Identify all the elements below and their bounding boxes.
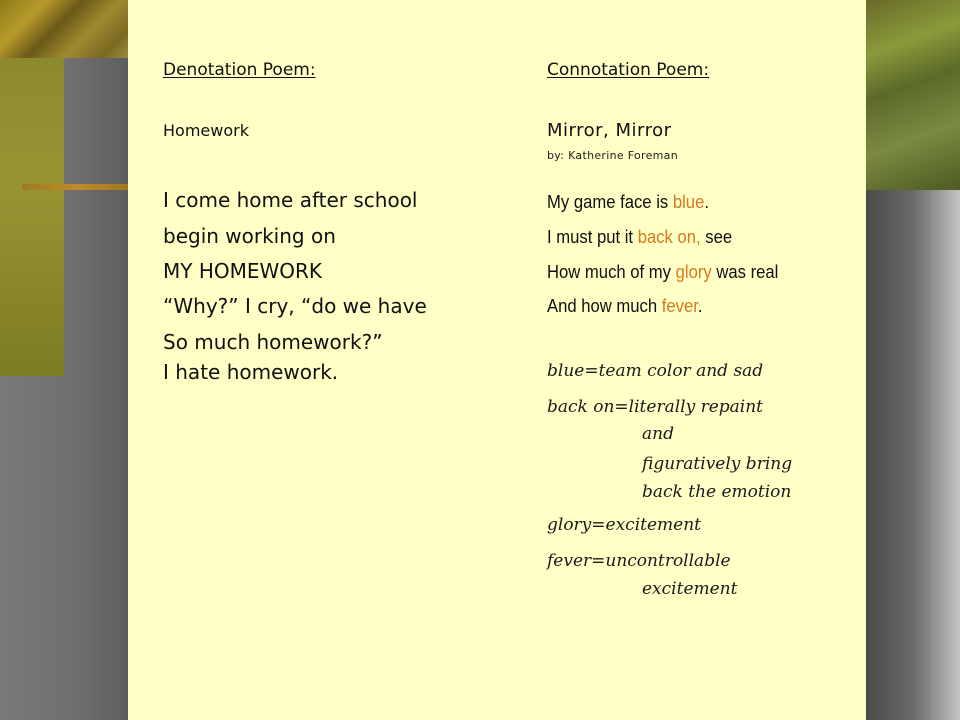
denotation-line: So much homework?” — [163, 330, 383, 354]
denotation-title: Homework — [163, 121, 249, 140]
connotation-line — [547, 226, 732, 248]
highlighted-word: fever — [661, 295, 698, 316]
definition-continuation: and — [642, 424, 674, 444]
line-text: . — [697, 295, 703, 316]
highlighted-word: blue — [672, 191, 705, 212]
denotation-heading: Denotation Poem: — [163, 60, 316, 80]
connotation-line — [547, 191, 709, 213]
background-photo-top-right — [866, 0, 960, 190]
line-text: My game face is — [547, 191, 673, 212]
definition-glory: glory=excitement — [547, 515, 701, 535]
background-photo-top-left — [0, 0, 128, 58]
line-text: was real — [711, 261, 779, 282]
line-text: And how much — [547, 295, 662, 316]
denotation-line: I hate homework. — [163, 360, 339, 384]
highlighted-word: glory — [675, 261, 712, 282]
connotation-byline: by: Katherine Foreman — [547, 149, 678, 162]
denotation-line: I come home after school — [163, 188, 418, 212]
definition-fever: fever=uncontrollable — [547, 551, 731, 571]
highlighted-word: back on, — [637, 226, 701, 247]
line-text: . — [704, 191, 709, 212]
definition-continuation: figuratively bring — [642, 454, 793, 474]
background-stripe — [22, 184, 128, 190]
background-right-edge — [930, 190, 960, 720]
connotation-line — [547, 295, 702, 317]
connotation-heading: Connotation Poem: — [547, 60, 710, 80]
denotation-line: MY HOMEWORK — [163, 259, 323, 283]
connotation-title: Mirror, Mirror — [547, 120, 672, 141]
denotation-line: begin working on — [163, 224, 336, 248]
definition-blue: blue=team color and sad — [547, 361, 764, 381]
line-text: I must put it — [547, 226, 638, 247]
connotation-line — [547, 261, 778, 283]
definition-continuation: excitement — [642, 579, 738, 599]
background-olive-block — [0, 58, 64, 376]
denotation-line: “Why?” I cry, “do we have — [163, 294, 427, 318]
definition-back-on: back on=literally repaint — [547, 397, 764, 417]
definition-continuation: back the emotion — [642, 482, 792, 502]
line-text: How much of my — [547, 261, 676, 282]
line-text: see — [700, 226, 733, 247]
